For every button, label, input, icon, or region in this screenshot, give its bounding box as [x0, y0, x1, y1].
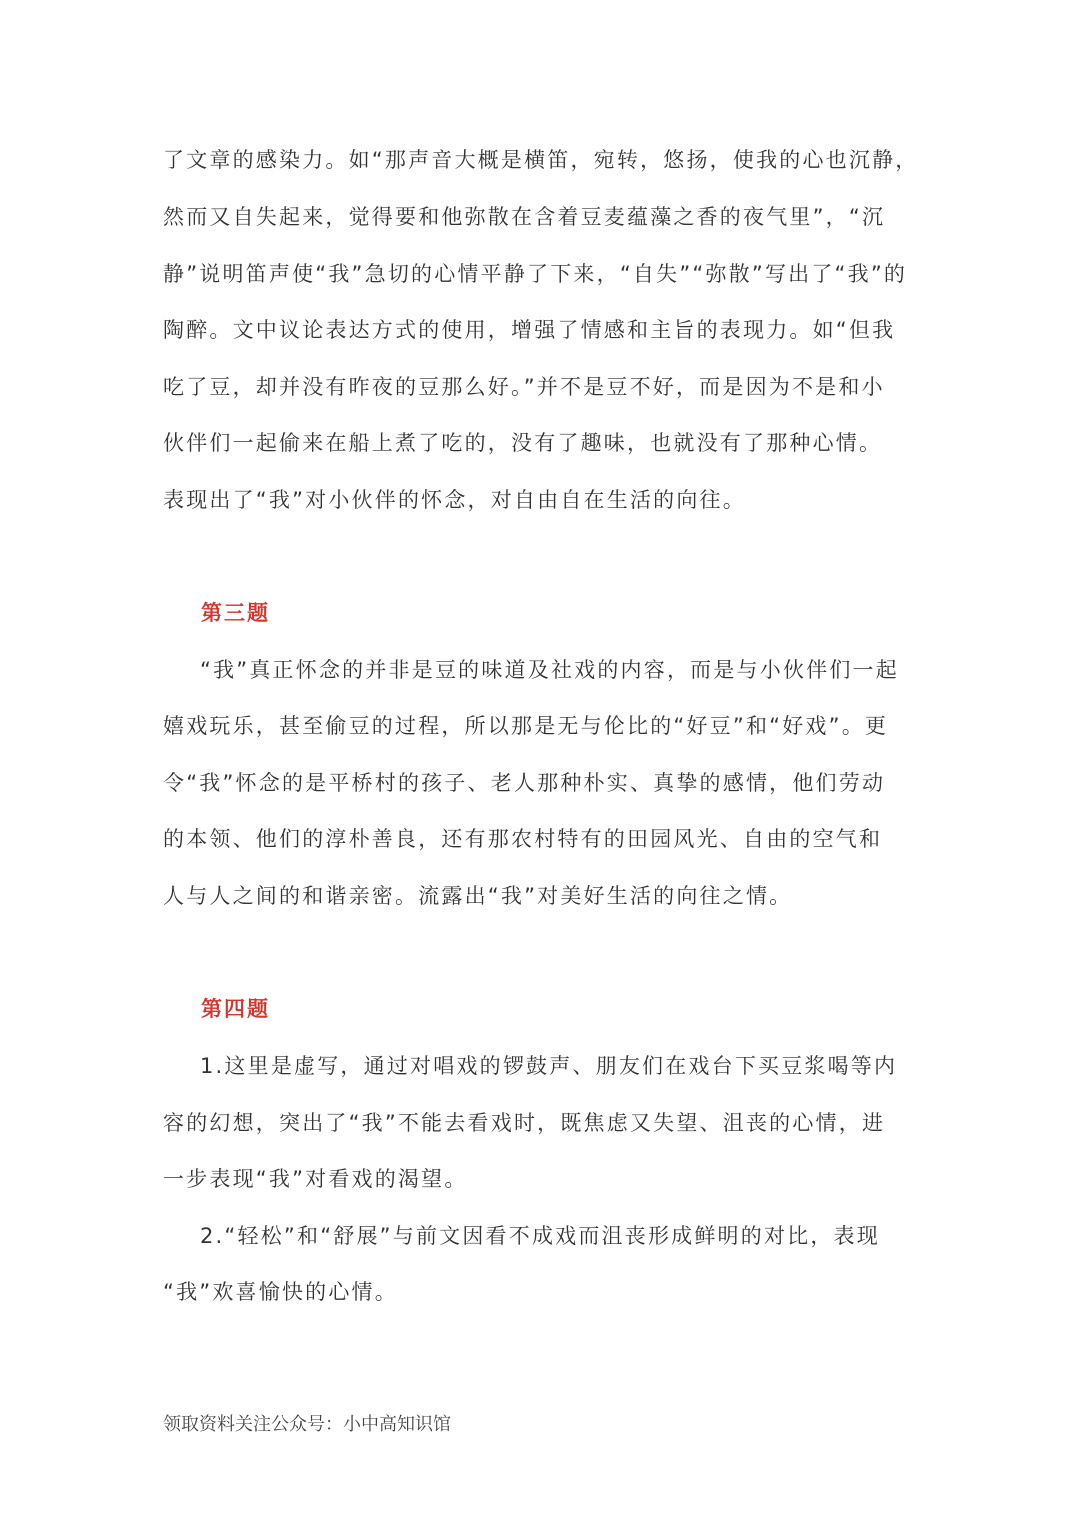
text-line: 的本领、他们的淳朴善良，还有那农村特有的田园风光、自由的空气和	[163, 827, 883, 851]
text-line: “我”欢喜愉快的心情。	[163, 1280, 398, 1304]
text-line: 了文章的感染力。如“那声音大概是横笛，宛转，悠扬，使我的心也沉静，	[163, 148, 919, 172]
text-line: 一步表现“我”对看戏的渴望。	[163, 1167, 468, 1191]
text-line: 令“我”怀念的是平桥村的孩子、老人那种朴实、真挚的感情，他们劳动	[163, 771, 886, 795]
text-line: 吃了豆，却并没有昨夜的豆那么好。”并不是豆不好，而是因为不是和小	[163, 375, 885, 399]
text-line: 表现出了“我”对小伙伴的怀念，对自由自在生活的向往。	[163, 488, 746, 512]
text-line: 陶醉。文中议论表达方式的使用，增强了情感和主旨的表现力。如“但我	[163, 318, 896, 342]
text-line: 静”说明笛声使“我”急切的心情平静了下来，“自失”“弥散”写出了“我”的	[163, 262, 908, 286]
text-line: 1.这里是虚写，通过对唱戏的锣鼓声、朋友们在戏台下买豆浆喝等内	[200, 1054, 898, 1078]
text-line: 人与人之间的和谐亲密。流露出“我”对美好生活的向往之情。	[163, 884, 793, 908]
text-line: 然而又自失起来，觉得要和他弥散在含着豆麦蕴藻之香的夜气里”，“沉	[163, 205, 886, 229]
text-line: 伙伴们一起偷来在船上煮了吃的，没有了趣味，也就没有了那种心情。	[163, 431, 883, 455]
text-line: “我”真正怀念的并非是豆的味道及社戏的内容，而是与小伙伴们一起	[200, 658, 899, 682]
section-4-heading: 第四题	[201, 997, 270, 1021]
section-3-heading: 第三题	[201, 601, 270, 625]
text-line: 嬉戏玩乐，甚至偷豆的过程，所以那是无与伦比的“好豆”和“好戏”。更	[163, 714, 889, 738]
text-line: 2.“轻松”和“舒展”与前文因看不成戏而沮丧形成鲜明的对比，表现	[200, 1224, 880, 1248]
footer-note: 领取资料关注公众号：小中高知识馆	[163, 1414, 451, 1435]
text-line: 容的幻想，突出了“我”不能去看戏时，既焦虑又失望、沮丧的心情，进	[163, 1111, 886, 1135]
